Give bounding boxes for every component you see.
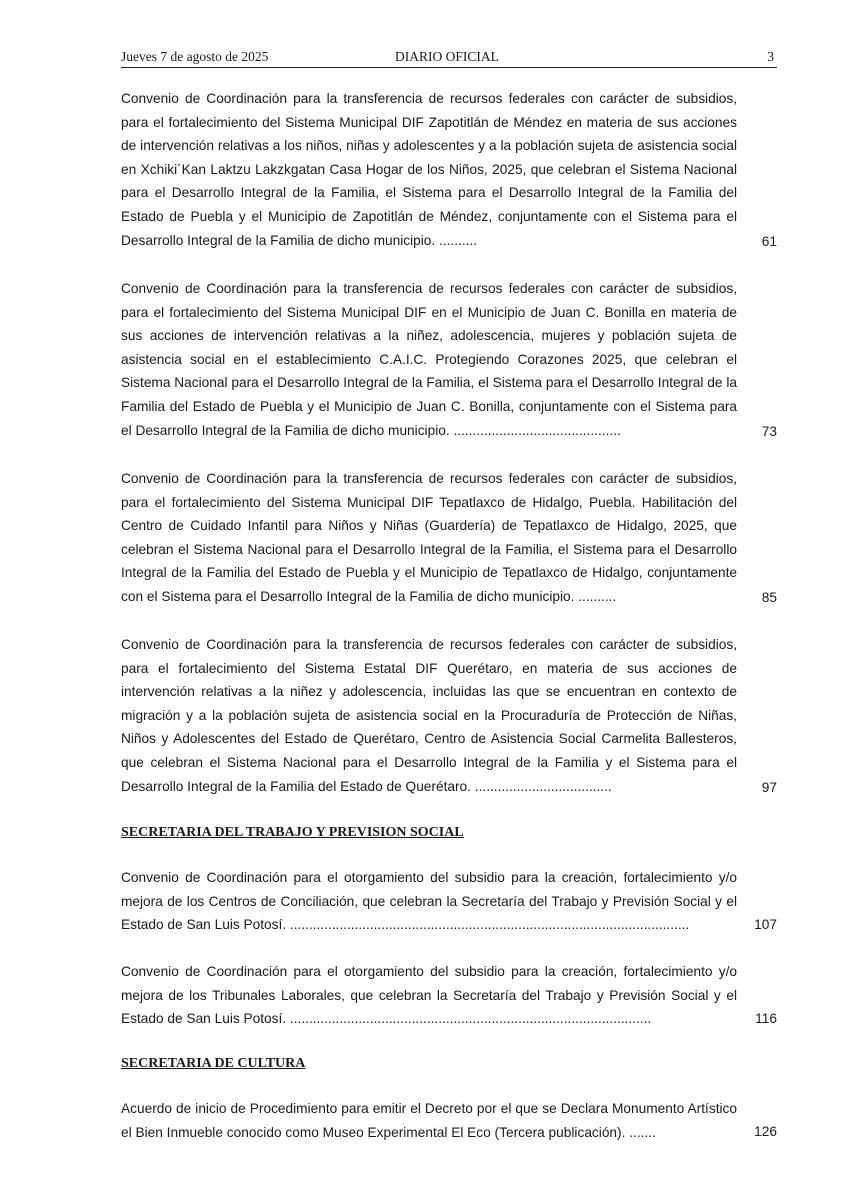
toc-entry-text: Acuerdo de inicio de Procedimiento para emitir el Decreto por el que se Declara Monumento Artístico el Bien Inmueble conocido como Museo Experimental El Eco (Tercera publicación). (121, 1101, 737, 1140)
header-page-number: 3 (767, 49, 774, 64)
section-heading-trabajo: SECRETARIA DEL TRABAJO Y PREVISION SOCIAL (121, 825, 464, 840)
toc-page-number: 97 (761, 780, 777, 796)
toc-entry-text: Convenio de Coordinación para la transferencia de recursos federales con carácter de subsidios, para el fortalecimiento del Sistema Estatal DIF Querétaro, en materia de sus acciones de intervención relativas a la niñez y adolescencia, incluidas las que se encuentran en contexto de migración y a la población sujeta de asistencia social en la Procuraduría de Protección de Niñas, Niños y Adolescentes del Estado de Querétaro, Centro de Asistencia Social Carmelita Ballesteros, que celebran el Sistema Nacional para el Desarrollo Integral de la Familia y el Sistema para el Desarrollo Integral de la Familia del Estado de Querétaro. (121, 637, 737, 794)
toc-entry[interactable] (121, 866, 777, 937)
toc-entry[interactable] (121, 633, 777, 800)
page-header (121, 49, 777, 68)
toc-page-number: 126 (754, 1124, 777, 1140)
toc-entry-text: Convenio de Coordinación para el otorgamiento del subsidio para la creación, fortalecimiento y/o mejora de los Centros de Conciliación, que celebran la Secretaría del Trabajo y Previsión Social y el Estado de San Luis Potosí. (121, 870, 737, 933)
toc-entry[interactable] (121, 277, 777, 444)
toc-leader-dots: ............................................ (449, 422, 621, 438)
toc-page-number: 61 (761, 234, 777, 250)
table-of-contents (121, 87, 777, 1144)
toc-leader-dots: .................................... (470, 778, 612, 794)
toc-entry[interactable] (121, 1097, 777, 1144)
toc-leader-dots: .......... (574, 588, 617, 604)
header-date: Jueves 7 de agosto de 2025 (121, 49, 269, 64)
toc-entry-text: Convenio de Coordinación para la transferencia de recursos federales con carácter de subsidios, para el fortalecimiento del Sistema Municipal DIF en el Municipio de Juan C. Bonilla en materia de sus acciones de intervención relativas a la niñez, adolescencia, mujeres y población sujeta de asistencia social en el establecimiento C.A.I.C. Protegiendo Corazones 2025, que celebran el Sistema Nacional para el Desarrollo Integral de la Familia, el Sistema para el Desarrollo Integral de la Familia del Estado de Puebla y el Municipio de Juan C. Bonilla, conjuntamente con el Sistema para el Desarrollo Integral de la Familia de dicho municipio. (121, 281, 737, 438)
toc-entry-text: Convenio de Coordinación para la transferencia de recursos federales con carácter de subsidios, para el fortalecimiento del Sistema Municipal DIF Tepatlaxco de Hidalgo, Puebla. Habilitación del Centro de Cuidado Infantil para Niños y Niñas (Guardería) de Tepatlaxco de Hidalgo, 2025, que celebran el Sistema Nacional para el Desarrollo Integral de la Familia, el Sistema para el Desarrollo Integral de la Familia del Estado de Puebla y el Municipio de Tepatlaxco de Hidalgo, conjuntamente con el Sistema para el Desarrollo Integral de la Familia de dicho municipio. (121, 471, 737, 604)
toc-page-number: 85 (761, 590, 777, 606)
toc-entry[interactable] (121, 467, 777, 610)
toc-page-number: 116 (755, 1011, 777, 1027)
toc-entry-text: Convenio de Coordinación para el otorgamiento del subsidio para la creación, fortalecimiento y/o mejora de los Tribunales Laborales, que celebran la Secretaría del Trabajo y Previsión Social y el Estado de San Luis Potosí. (121, 964, 737, 1027)
toc-leader-dots: ......................................................................................................... (286, 917, 690, 933)
header-publication-title: DIARIO OFICIAL (395, 49, 499, 64)
toc-entry-text: Convenio de Coordinación para la transferencia de recursos federales con carácter de subsidios, para el fortalecimiento del Sistema Municipal DIF Zapotitlán de Méndez en materia de sus acciones de intervención relativas a los niños, niñas y adolescentes y a la población sujeta de asistencia social en Xchiki´Kan Laktzu Lakzkgatan Casa Hogar de los Niños, 2025, que celebran el Sistema Nacional para el Desarrollo Integral de la Familia, el Sistema para el Desarrollo Integral de la Familia del Estado de Puebla y el Municipio de Zapotitlán de Méndez, conjuntamente con el Sistema para el Desarrollo Integral de la Familia de dicho municipio. (121, 91, 737, 248)
toc-entry[interactable] (121, 87, 777, 254)
toc-leader-dots: ............................................................................................... (286, 1011, 652, 1027)
toc-entry[interactable] (121, 960, 777, 1031)
toc-page-number: 73 (761, 424, 777, 440)
section-heading-cultura: SECRETARIA DE CULTURA (121, 1056, 306, 1071)
toc-page-number: 107 (754, 917, 777, 933)
toc-leader-dots: .......... (435, 232, 478, 248)
toc-leader-dots: ....... (625, 1124, 656, 1140)
